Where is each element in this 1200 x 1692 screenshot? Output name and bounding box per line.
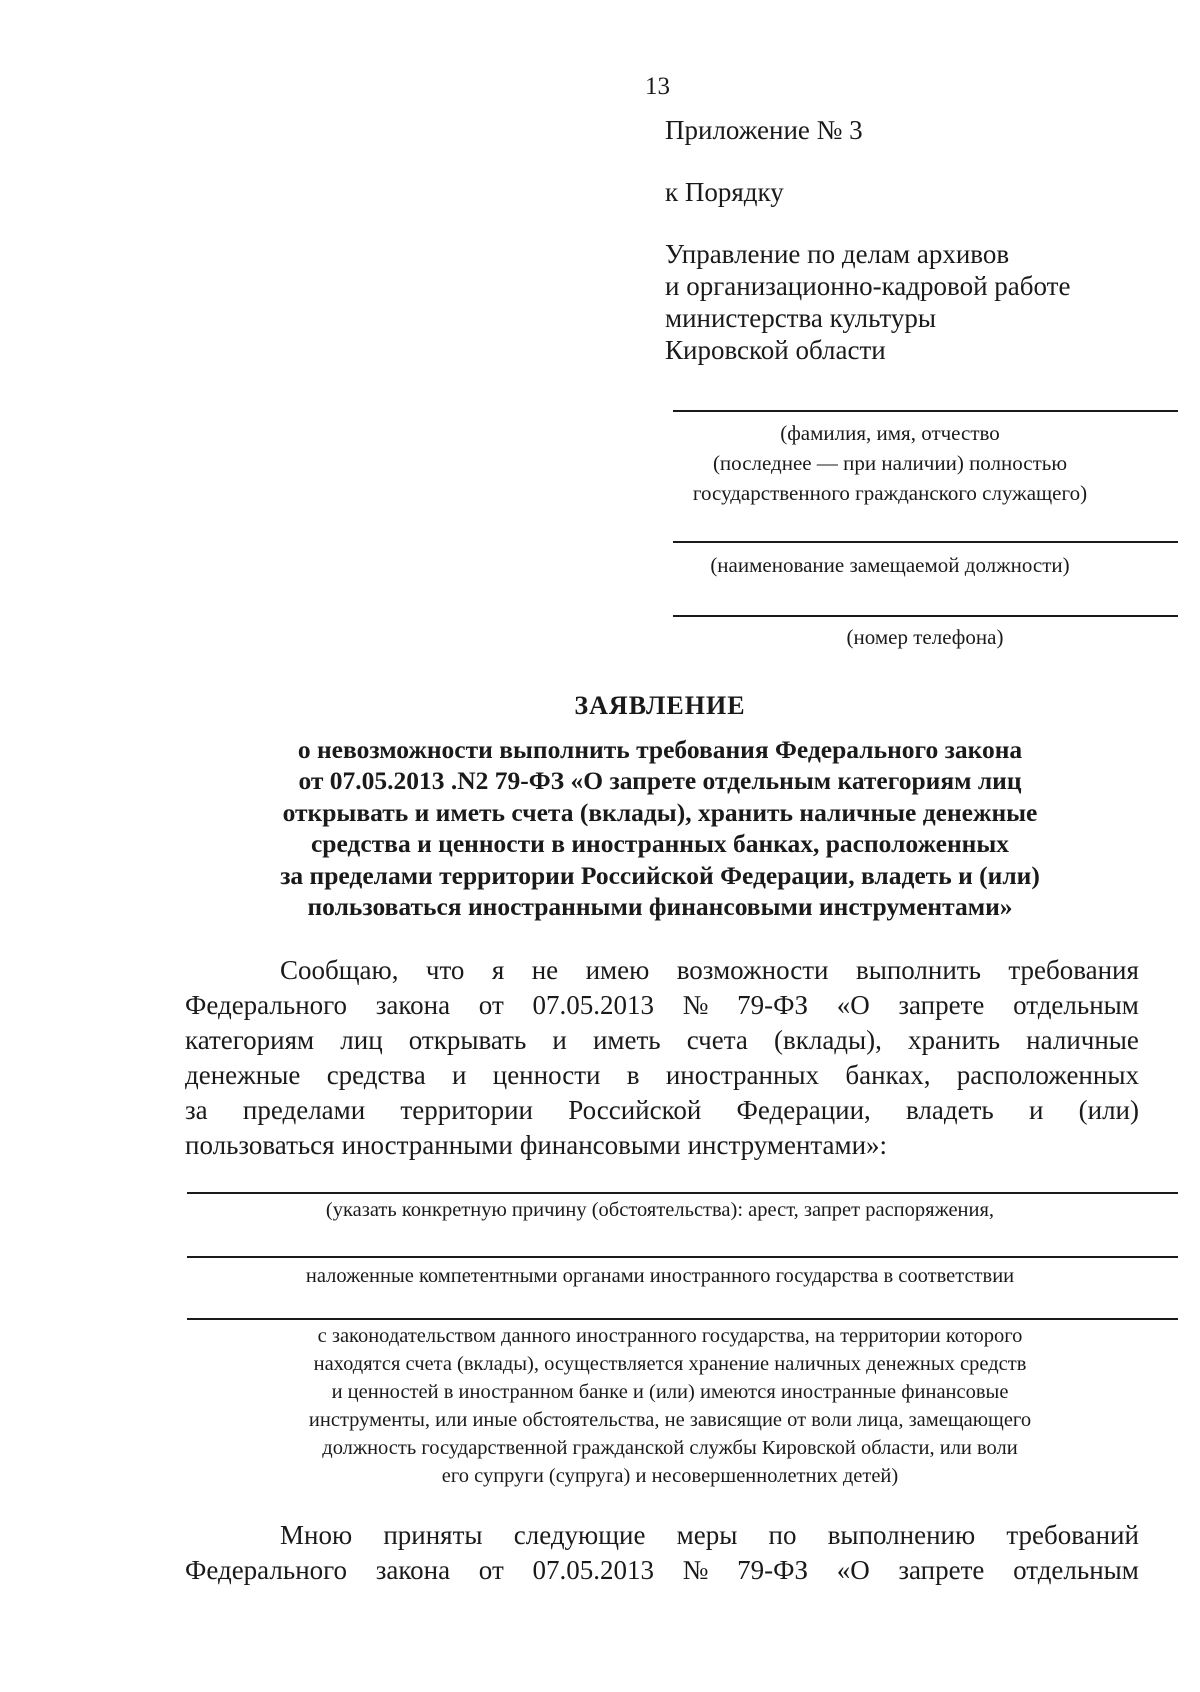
paragraph-line: денежные средства и ценности в иностранных банках, расположенных	[185, 1060, 1139, 1090]
document-heading: ЗАЯВЛЕНИЕ	[574, 691, 746, 720]
addressee-line: Управление по делам архивов	[665, 239, 1010, 269]
paragraph-line: Сообщаю, что я не имею возможности выполнить требования	[280, 955, 1139, 985]
position-caption: (наименование замещаемой должности)	[710, 553, 1070, 577]
addressee-block	[665, 238, 1070, 366]
title-line: открывать и иметь счета (вклады), хранить наличные денежные	[282, 797, 1038, 827]
reason-line: инструменты, или иные обстоятельства, не зависящие от воли лица, замещающего	[308, 1409, 1032, 1431]
paragraph-line: Мною приняты следующие меры по выполнению требований	[280, 1520, 1139, 1550]
position-blank-line	[673, 541, 1178, 543]
name-caption-line: (фамилия, имя, отчество	[780, 421, 1000, 445]
paragraph-line: Федерального закона от 07.05.2013 № 79-ФЗ «О запрете отдельным	[185, 1555, 1139, 1585]
title-line: о невозможности выполнить требования Федерального закона	[297, 734, 1023, 764]
title-line: за пределами территории Российской Федерации, владеть и (или)	[280, 860, 1040, 890]
reason-line: с законодательством данного иностранного государства, на территории которого	[317, 1325, 1023, 1347]
reason-explanation	[220, 1322, 1120, 1490]
reason-line: и ценностей в иностранном банке и (или) имеются иностранные финансовые	[331, 1381, 1009, 1403]
measures-paragraph	[185, 1518, 1139, 1588]
name-caption-line: (последнее — при наличии) полностью	[712, 451, 1068, 475]
reason-caption: наложенные компетентными органами иностранного государства в соответствии	[305, 1265, 1015, 1287]
paragraph-line: пользоваться иностранными финансовыми инструментами»:	[185, 1130, 888, 1160]
phone-caption: (номер телефона)	[846, 625, 1004, 649]
reason-caption: (указать конкретную причину (обстоятельства): арест, запрет распоряжения,	[325, 1199, 995, 1221]
reason-blank-line	[187, 1192, 1178, 1194]
name-blank-line	[673, 410, 1178, 412]
title-line: от 07.05.2013 .N2 79-ФЗ «О запрете отдельным категориям лиц	[298, 766, 1022, 795]
reason-line: должность государственной гражданской службы Кировской области, или воли	[322, 1437, 1018, 1459]
paragraph-line: Федерального закона от 07.05.2013 № 79-ФЗ «О запрете отдельным	[185, 990, 1139, 1020]
addressee-line: Кировской области	[665, 335, 886, 365]
paragraph-line: категориям лиц открывать и иметь счета (вклады), хранить наличные	[185, 1025, 1139, 1055]
order-reference: к Порядку	[665, 177, 784, 207]
paragraph-line: за пределами территории Российской Федерации, владеть и (или)	[185, 1095, 1139, 1125]
addressee-line: и организационно-кадровой работе	[665, 271, 1071, 301]
reason-line: его супруги (супруга) и несовершеннолетних детей)	[441, 1465, 899, 1487]
statement-paragraph	[185, 953, 1139, 1163]
page-number: 13	[645, 73, 670, 100]
title-line: пользоваться иностранными финансовыми инструментами»	[307, 892, 1013, 921]
name-caption-line: государственного гражданского служащего)	[692, 481, 1088, 505]
appendix-label: Приложение № 3	[665, 115, 863, 145]
reason-blank-line	[187, 1256, 1178, 1258]
addressee-line: министерства культуры	[665, 303, 937, 333]
title-line: средства и ценности в иностранных банках, расположенных	[310, 829, 1010, 858]
document-title	[200, 691, 1120, 923]
reason-blank-line	[187, 1318, 1178, 1320]
reason-line: находятся счета (вклады), осуществляется хранение наличных денежных средств	[313, 1353, 1027, 1375]
phone-blank-line	[673, 615, 1178, 617]
name-caption	[640, 418, 1140, 508]
